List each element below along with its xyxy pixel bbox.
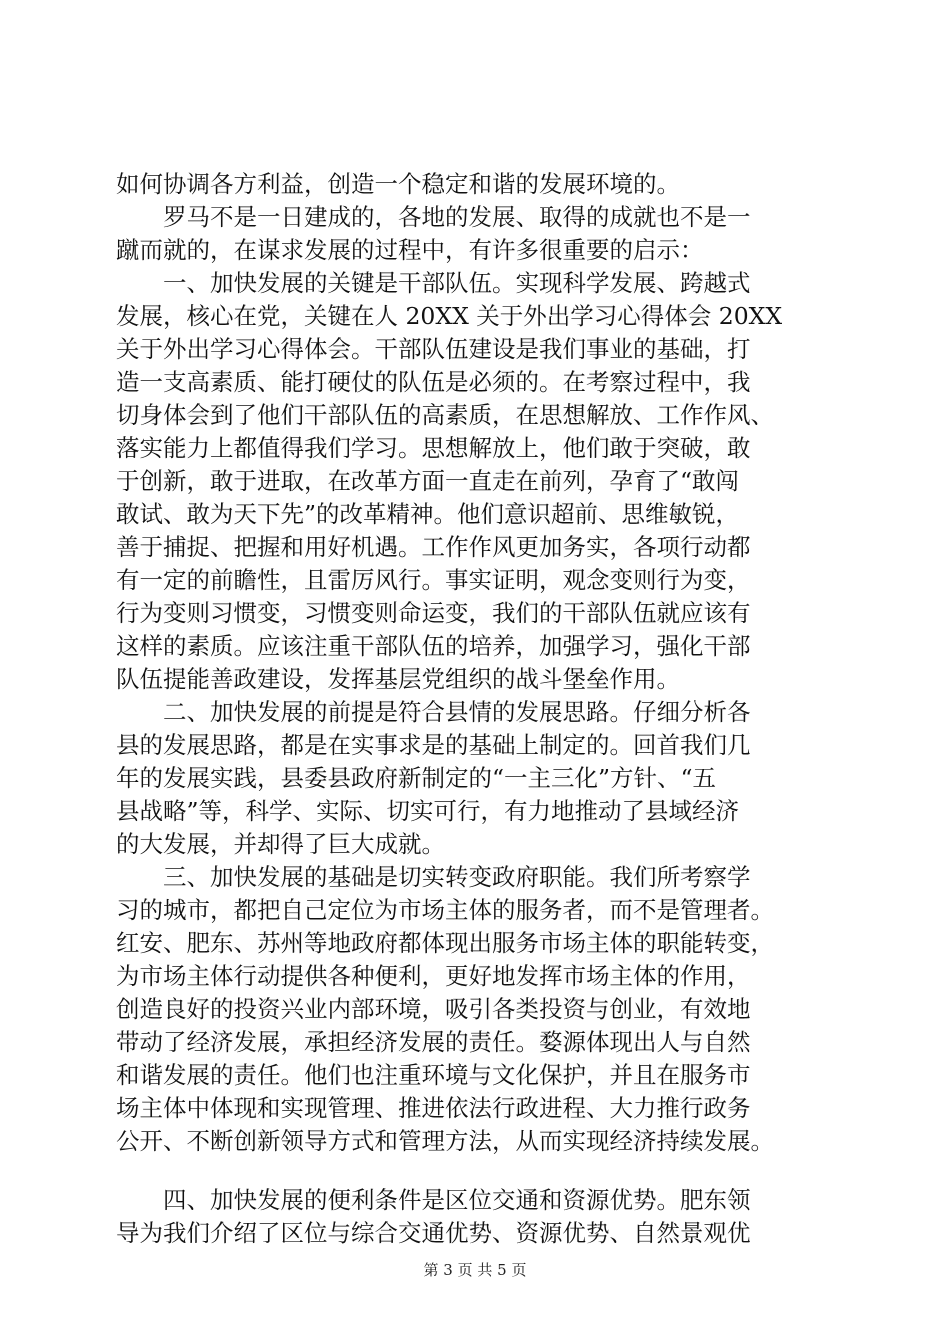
- text-line: 蹴而就的，在谋求发展的过程中，有许多很重要的启示：: [116, 236, 704, 264]
- text-line: 场主体中体现和实现管理、推进依法行政进程、大力推行政务: [116, 1094, 751, 1122]
- paragraph-gap: [116, 1158, 836, 1184]
- page-footer: 第 3 页 共 5 页: [423, 1261, 527, 1279]
- text-line: 善于捕捉、把握和用好机遇。工作作风更加务实，各项行动都: [116, 533, 751, 561]
- text-line: 罗马不是一日建成的，各地的发展、取得的成就也不是一: [163, 203, 751, 231]
- text-line: 年的发展实践，县委县政府新制定的“一主三化”方针、“五: [116, 764, 717, 792]
- text-line: 二、加快发展的前提是符合县情的发展思路。仔细分析各: [163, 698, 751, 726]
- text-line: 县的发展思路，都是在实事求是的基础上制定的。回首我们几: [116, 731, 751, 759]
- text-line: 如何协调各方利益，创造一个稳定和谐的发展环境的。: [116, 170, 680, 198]
- text-line: 公开、不断创新领导方式和管理方法，从而实现经济持续发展。: [116, 1127, 774, 1155]
- text-line: 造一支高素质、能打硬仗的队伍是必须的。在考察过程中，我: [116, 368, 751, 396]
- text-line: 和谐发展的责任。他们也注重环境与文化保护，并且在服务市: [116, 1061, 751, 1089]
- text-line: 行为变则习惯变，习惯变则命运变，我们的干部队伍就应该有: [116, 599, 751, 627]
- text-line: 落实能力上都值得我们学习。思想解放上，他们敢于突破，敢: [116, 434, 751, 462]
- text-line: 发展，核心在党，关键在人 20XX 关于外出学习心得体会 20XX: [116, 302, 783, 330]
- text-line: 敢试、敢为天下先”的改革精神。他们意识超前、思维敏锐，: [116, 500, 740, 528]
- text-line: 带动了经济发展，承担经济发展的责任。婺源体现出人与自然: [116, 1028, 751, 1056]
- text-line: 习的城市，都把自己定位为市场主体的服务者，而不是管理者。: [116, 896, 774, 924]
- text-line: 一、加快发展的关键是干部队伍。实现科学发展、跨越式: [163, 269, 751, 297]
- text-line: 三、加快发展的基础是切实转变政府职能。我们所考察学: [163, 863, 751, 891]
- text-line: 红安、肥东、苏州等地政府都体现出服务市场主体的职能转变，: [116, 929, 774, 957]
- text-line: 导为我们介绍了区位与综合交通优势、资源优势、自然景观优: [116, 1219, 751, 1247]
- text-line: 县战略”等，科学、实际、切实可行，有力地推动了县域经济: [116, 797, 740, 825]
- text-line: 切身体会到了他们干部队伍的高素质，在思想解放、工作作风、: [116, 401, 774, 429]
- text-line: 创造良好的投资兴业内部环境，吸引各类投资与创业，有效地: [116, 995, 751, 1023]
- text-line: 于创新，敢于进取，在改革方面一直走在前列，孕育了“敢闯: [116, 467, 740, 495]
- text-line: 队伍提能善政建设，发挥基层党组织的战斗堡垒作用。: [116, 665, 680, 693]
- text-line: 的大发展，并却得了巨大成就。: [116, 830, 445, 858]
- text-line: 这样的素质。应该注重干部队伍的培养，加强学习，强化干部: [116, 632, 751, 660]
- text-line: 有一定的前瞻性，且雷厉风行。事实证明，观念变则行为变，: [116, 566, 751, 594]
- text-line: 为市场主体行动提供各种便利，更好地发挥市场主体的作用，: [116, 962, 751, 990]
- text-line: 四、加快发展的便利条件是区位交通和资源优势。肥东领: [163, 1186, 751, 1214]
- document-body: [116, 168, 836, 1250]
- text-line: 关于外出学习心得体会。干部队伍建设是我们事业的基础，打: [116, 335, 751, 363]
